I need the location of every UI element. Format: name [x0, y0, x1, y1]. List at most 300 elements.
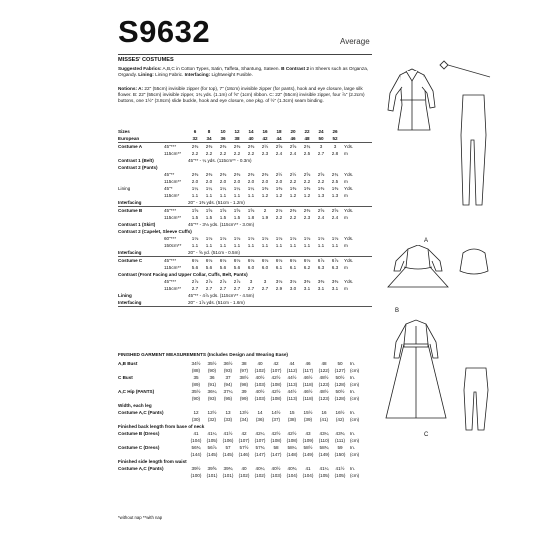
measurement-cell: 59 [337, 445, 343, 450]
yardage-row [118, 257, 372, 265]
yardage-cell: 3 [333, 144, 337, 149]
measurement-row [118, 409, 372, 416]
yardage-width: 115cm* [164, 193, 180, 198]
yardage-width: 115cm** [164, 286, 182, 291]
yardage-label: Contrast 1 (Belt) [118, 158, 154, 163]
measurement-cell: 41½ [335, 466, 345, 471]
yardage-cell: 2⅜ [191, 172, 199, 177]
yardage-cell: 6.0 [261, 265, 269, 270]
measurement-cell: (37) [271, 417, 281, 422]
yardage-cell: 2.0 [247, 179, 255, 184]
measurement-cell: (149) [318, 452, 330, 457]
yardage-cell: 1⅛ [233, 236, 241, 241]
measurement-cell: (123) [318, 396, 330, 401]
measurement-label: C Bust [118, 375, 133, 380]
yardage-cell: 2.2 [247, 151, 255, 156]
yardage-cell: 1¼ [205, 186, 213, 191]
measurement-label [118, 416, 188, 423]
measurement-cell: 44½ [287, 375, 297, 380]
measurement-cell: (102) [254, 473, 266, 478]
measurement-cell: 50½ [335, 389, 345, 394]
notions-label: Notions: A: [118, 86, 144, 91]
measurement-cell: 46½ [303, 375, 313, 380]
yardage-cell: 2.2 [275, 215, 283, 220]
yardage-width: 45"* [164, 186, 173, 191]
yardage-cell: 3 [319, 144, 323, 149]
measurement-cell: (148) [286, 452, 298, 457]
yardage-cell: 6.3 [331, 265, 339, 270]
yardage-width [164, 128, 188, 135]
yardage-cell: 1.1 [275, 243, 283, 248]
yardage-cell: 6.1 [289, 265, 297, 270]
measurement-cell: 15 [289, 410, 295, 415]
yardage-unit: Yds. [344, 258, 354, 263]
yardage-cell: 3.0 [289, 286, 297, 291]
yardage-cell: 6 [193, 129, 197, 134]
yardage-note: 45"** - 4⅞ yds. (115cm** - 4.5m) [188, 293, 255, 298]
yardage-label [118, 178, 164, 185]
yardage-cell: 1¼ [191, 186, 199, 191]
measurement-unit: (cm) [350, 452, 360, 457]
yardage-unit: Yds. [344, 172, 354, 177]
yardage-unit: m [344, 193, 348, 198]
yardage-row [118, 185, 372, 192]
notions-text: 22" (55cm) invisible zipper (for top), 7" (18cm) invisible zipper (for pants), hook and eye closure, large silk flower. B: 22" (55cm) invisible zipper, 1¾ yds. (1.1m) of ⅝" (1cm) ribbon. C: 22" (55cm) invisible zipper, four ⅞" (2.2cm) buttons, one 1½" (3.8cm) slide buckle, hook and eye closure, one pkg. of ½" (1.3cm) seam binding. [118, 86, 365, 103]
measurement-unit: (cm) [350, 368, 360, 373]
yardage-cell: 6.1 [275, 265, 283, 270]
measurement-unit: (cm) [350, 417, 360, 422]
yardage-row [118, 249, 372, 257]
measurement-cell: (118) [302, 382, 314, 387]
measurement-cell: (147) [270, 452, 282, 457]
wand-icon [440, 61, 490, 77]
yardage-cell: 6⅛ [289, 258, 297, 263]
yardage-cell: 1⅝ [205, 208, 213, 213]
measurement-cell: 48½ [319, 389, 329, 394]
yardage-cell: 1⅝ [219, 208, 227, 213]
figure-label-b: B [395, 308, 400, 314]
measurement-cell: 40¾ [287, 466, 297, 471]
interfacing-label: Interfacing: [184, 71, 211, 77]
yardage-label [118, 285, 164, 292]
interfacing-text: Lightweight Fusible. [210, 71, 253, 77]
measurement-cell: 40½ [255, 375, 265, 380]
yardage-cell: 6⅛ [275, 258, 283, 263]
yardage-cell: 2⅜ [247, 172, 255, 177]
measurement-cell: 35 [193, 375, 199, 380]
measurement-cell: (127) [334, 368, 346, 373]
yardage-row [118, 221, 372, 228]
measurement-cell: (123) [318, 382, 330, 387]
yardage-cell: 2.2 [219, 151, 227, 156]
yardage-unit [342, 135, 372, 143]
yardage-cell: 2½ [289, 172, 297, 177]
yardage-note: 20" - ⅝ yd. (51cm - 0.5m) [188, 249, 372, 257]
yardage-unit: m [344, 243, 348, 248]
measurement-cell: 40½ [271, 466, 281, 471]
yardage-cell: 2⅞ [191, 279, 199, 284]
yardage-row [118, 128, 372, 135]
yardage-width: 115cm** [164, 151, 182, 156]
yardage-cell: 3⅜ [303, 279, 311, 284]
fabrics-text: A,B,C in Cotton Types, Satin, Taffeta, Shantung, Sateen. [161, 66, 282, 71]
measurement-label [118, 451, 188, 458]
measurement-cell: (104) [190, 438, 202, 443]
yardage-cell: 1⅛ [247, 236, 255, 241]
yardage-cell: 5.6 [205, 265, 213, 270]
yardage-cell: 1.1 [233, 193, 241, 198]
yardage-cell: 5.6 [233, 265, 241, 270]
yardage-width: 45"** [164, 172, 175, 177]
yardage-cell: 1.1 [233, 243, 241, 248]
yardage-cell: 38 [230, 135, 244, 143]
measurement-cell: 41¼ [319, 466, 329, 471]
measurement-row [118, 465, 372, 472]
yardage-label [118, 264, 164, 271]
measurement-cell: (145) [222, 452, 234, 457]
yardage-cell: 1.1 [289, 243, 297, 248]
yardage-cell: 1.1 [303, 243, 311, 248]
yardage-cell: 1.1 [191, 243, 199, 248]
measurement-cell: (95) [223, 396, 233, 401]
measurement-cell: 46 [305, 361, 311, 366]
measurement-row [118, 437, 372, 444]
yardage-label: Lining [118, 293, 132, 298]
yardage-cell: 24 [318, 129, 324, 134]
yardage-cell: 1.9 [261, 215, 269, 220]
figure-label-c: C [424, 432, 429, 438]
yardage-label: Costume B [118, 208, 143, 213]
measurement-row [118, 381, 372, 388]
yardage-unit: Yds. [344, 279, 354, 284]
measurement-cell: 56¾ [191, 445, 201, 450]
yardage-cell: 8 [207, 129, 211, 134]
yardage-cell: 1.5 [219, 215, 227, 220]
yardage-unit: Yds. [344, 186, 354, 191]
yardage-cell: 2⅝ [303, 172, 311, 177]
measurement-row [118, 416, 372, 423]
yardage-cell: 2⅜ [233, 144, 241, 149]
yardage-cell: 6.2 [303, 265, 311, 270]
measurement-cell: 41¼ [207, 431, 217, 436]
yardage-label [118, 171, 164, 178]
yardage-cell: 1⅝ [247, 208, 255, 213]
yardage-cell: 1.1 [205, 243, 213, 248]
measurement-label: Costume A,C (Pants) [118, 410, 164, 415]
yardage-cell: 6⅛ [191, 258, 199, 263]
yardage-cell: 1⅜ [261, 186, 269, 191]
measurement-cell: (108) [270, 382, 282, 387]
measurement-label: Costume C (Dress) [118, 445, 160, 450]
yardage-cell: 1¼ [219, 186, 227, 191]
yardage-cell: 3⅛ [289, 279, 297, 284]
yardage-unit [342, 128, 372, 135]
yardage-cell: 2 [263, 208, 267, 213]
measurement-unit: (cm) [350, 396, 360, 401]
yardage-unit: Yds. [344, 144, 354, 149]
yardage-label: Costume C [118, 258, 143, 263]
measurement-cell: (103) [254, 396, 266, 401]
yardage-cell: 1⅝ [191, 208, 199, 213]
lining-label: Lining: [138, 71, 154, 77]
measurement-cell: 14½ [271, 410, 281, 415]
yardage-cell: 2.0 [205, 179, 213, 184]
yardage-cell: 2⅜ [205, 144, 213, 149]
measurement-unit: In. [350, 389, 356, 394]
yardage-width: 45"*** [164, 144, 177, 149]
measurement-cell: (41) [319, 417, 329, 422]
yardage-width [164, 135, 188, 143]
yardage-cell: 6⅛ [247, 258, 255, 263]
measurement-cell: (30) [191, 417, 201, 422]
measurement-cell: (118) [302, 396, 314, 401]
measurement-cell: 46½ [303, 389, 313, 394]
yardage-cell: 2.4 [331, 215, 339, 220]
measurement-cell: (34) [239, 417, 249, 422]
yardage-cell: 1.5 [191, 215, 199, 220]
measurement-cell: 35½ [191, 389, 201, 394]
yardage-unit: m [344, 265, 348, 270]
yardage-row [118, 178, 372, 185]
yardage-label: Contrast (Front Facing and Upper Collar, Cuffs, Belt, Pants) [118, 272, 248, 277]
measurement-cell: 48½ [319, 375, 329, 380]
yardage-cell: 1.8 [247, 215, 255, 220]
measurement-cell: (109) [302, 438, 314, 443]
yardage-cell: 22 [304, 129, 310, 134]
measurement-cell: 48 [321, 361, 327, 366]
measurement-label: A,B Bust [118, 361, 138, 366]
yardage-label: Interfacing [118, 199, 188, 207]
measurement-cell: (90) [191, 396, 201, 401]
yardage-cell: 3 [263, 279, 267, 284]
yardage-cell: 1.1 [247, 193, 255, 198]
measurement-section: Width, each leg [118, 403, 152, 408]
yardage-row [118, 299, 372, 307]
yardage-cell: 2.7 [317, 151, 325, 156]
yardage-cell: 1.1 [247, 243, 255, 248]
yardage-unit: Yds. [344, 208, 354, 213]
measurement-cell: 12 [193, 410, 199, 415]
measurement-cell: 37 [225, 375, 231, 380]
yardage-label: Contrast 1 (Skirt) [118, 222, 156, 227]
yardage-cell: 1.3 [317, 193, 325, 198]
measurement-unit: (cm) [350, 473, 360, 478]
yardage-table [118, 128, 372, 307]
yardage-row [118, 207, 372, 215]
yardage-unit: m [344, 286, 348, 291]
yardage-cell: 18 [276, 129, 282, 134]
yardage-cell: 2½ [275, 172, 283, 177]
costume-b-capelet [460, 249, 488, 274]
yardage-row [118, 135, 372, 143]
yardage-cell: 2.2 [303, 179, 311, 184]
yardage-cell: 6⅞ [317, 258, 325, 263]
yardage-cell: 2⅞ [233, 279, 241, 284]
yardage-cell: 1⅜ [303, 186, 311, 191]
yardage-cell: 1.5 [233, 215, 241, 220]
yardage-cell: 6⅛ [219, 258, 227, 263]
yardage-cell: 2.2 [289, 215, 297, 220]
measurement-cell: 40½ [255, 389, 265, 394]
measurement-cell: (103) [270, 473, 282, 478]
yardage-cell: 42 [258, 135, 272, 143]
yardage-cell: 6⅛ [261, 258, 269, 263]
measurement-cell: (101) [206, 473, 218, 478]
yardage-cell: 36 [216, 135, 230, 143]
measurements-table [118, 360, 372, 479]
measurement-cell: (128) [334, 396, 346, 401]
measurement-cell: 41 [193, 431, 199, 436]
measurement-cell: 36½ [223, 361, 233, 366]
measurement-cell: 41 [305, 466, 311, 471]
header-divider [118, 54, 372, 55]
measurement-cell: 41½ [223, 431, 233, 436]
yardage-cell: 44 [272, 135, 286, 143]
measurement-cell: (102) [254, 368, 266, 373]
measurement-cell: 56⅞ [207, 445, 217, 450]
measurement-cell: 34½ [191, 361, 201, 366]
measurement-cell: 44 [289, 361, 295, 366]
measurement-cell: 42 [273, 361, 279, 366]
yardage-cell: 1¼ [233, 186, 241, 191]
yardage-cell: 1⅛ [331, 236, 339, 241]
yardage-cell: 1.1 [261, 243, 269, 248]
yardage-unit: m [344, 151, 348, 156]
yardage-label: Contrast 2 (Capelet, Sleeve Cuffs) [118, 229, 192, 234]
yardage-cell: 3.1 [317, 286, 325, 291]
yardage-cell: 2.0 [191, 179, 199, 184]
costume-a-pants [461, 95, 486, 205]
measurement-cell: 38 [241, 361, 247, 366]
measurement-cell: (90) [207, 368, 217, 373]
measurement-cell: (33) [223, 417, 233, 422]
yardage-cell: 2.0 [261, 179, 269, 184]
yardage-cell: 2.4 [275, 151, 283, 156]
measurement-cell: (32) [207, 417, 217, 422]
yardage-cell: 2⅜ [219, 172, 227, 177]
yardage-cell: 1.5 [205, 215, 213, 220]
yardage-cell: 1.2 [275, 193, 283, 198]
measurement-cell: (100) [190, 473, 202, 478]
costume-b-illustration [378, 245, 498, 315]
measurement-cell: (107) [238, 438, 250, 443]
yardage-cell: 2.9 [275, 286, 283, 291]
yardage-width: 45"*** [164, 279, 177, 284]
measurement-cell: 13 [225, 410, 231, 415]
yardage-cell: 1⅛ [317, 236, 325, 241]
measurement-row [118, 423, 372, 430]
yardage-cell: 2.0 [219, 179, 227, 184]
yardage-row [118, 199, 372, 207]
yardage-label: European [118, 135, 164, 143]
measurement-unit: In. [350, 431, 356, 436]
yardage-cell: 5.6 [191, 265, 199, 270]
yardage-cell: 1.2 [289, 193, 297, 198]
measurement-cell: 40 [257, 361, 263, 366]
yardage-cell: 2⅞ [205, 279, 213, 284]
measurement-cell: 57½ [239, 445, 249, 450]
measurement-cell: 58¾ [319, 445, 329, 450]
yardage-cell: 6.0 [247, 265, 255, 270]
yardage-cell: 2.8 [331, 151, 339, 156]
yardage-cell: 6⅛ [303, 258, 311, 263]
yardage-row [118, 143, 372, 151]
measurement-cell: (97) [239, 368, 249, 373]
yardage-label [118, 192, 164, 199]
measurement-cell: 50 [337, 361, 343, 366]
measurement-cell: 39 [241, 389, 247, 394]
measurement-cell: 42½ [271, 375, 281, 380]
measurement-cell: (99) [239, 396, 249, 401]
yardage-label: Interfacing [118, 249, 188, 257]
yardage-cell: 1⅛ [289, 236, 297, 241]
yardage-width: 115cm** [164, 179, 182, 184]
measurement-cell: (94) [223, 382, 233, 387]
yardage-row [118, 271, 372, 278]
yardage-cell: 1⅜ [275, 186, 283, 191]
yardage-cell: 2.7 [261, 286, 269, 291]
measurement-cell: (105) [206, 438, 218, 443]
measurement-cell: (128) [334, 382, 346, 387]
difficulty-level: Average [340, 37, 370, 46]
yardage-cell: 1⅛ [205, 236, 213, 241]
yardage-cell: 2¾ [303, 144, 311, 149]
yardage-cell: 1.1 [219, 193, 227, 198]
yardage-row [118, 264, 372, 271]
measurement-label [118, 367, 188, 374]
yardage-cell: 32 [188, 135, 202, 143]
yardage-cell: 6⅛ [205, 258, 213, 263]
measurement-cell: (101) [222, 473, 234, 478]
yardage-cell: 2⅜ [261, 172, 269, 177]
yardage-cell: 2⅜ [303, 208, 311, 213]
measurement-section: Finished side length from waist [118, 459, 187, 464]
yardage-cell: 2⅛ [275, 208, 283, 213]
yardage-cell: 2⅜ [205, 172, 213, 177]
yardage-row [118, 164, 372, 171]
yardage-cell: 2⅞ [219, 279, 227, 284]
yardage-cell: 2.4 [289, 151, 297, 156]
measurement-cell: 13½ [239, 410, 249, 415]
yardage-cell: 2¾ [331, 172, 339, 177]
yardage-cell: 1.2 [261, 193, 269, 198]
yardage-label: Contrast 2 (Pants) [118, 165, 158, 170]
yardage-cell: 1⅛ [275, 236, 283, 241]
contrast2-text: in Sheers such as Organza, Organdy. [118, 66, 369, 77]
yardage-cell: 2.2 [191, 151, 199, 156]
yardage-cell: 2⅝ [317, 208, 325, 213]
yardage-cell: 2.2 [289, 179, 297, 184]
measurement-row [118, 374, 372, 381]
measurement-cell: 16 [321, 410, 327, 415]
measurement-cell: (108) [270, 396, 282, 401]
yardage-cell: 2.5 [303, 151, 311, 156]
yardage-label [118, 150, 164, 157]
yardage-cell: 3 [249, 279, 253, 284]
yardage-cell: 3⅛ [275, 279, 283, 284]
pattern-number: S9632 [118, 14, 211, 49]
pattern-subtitle: MISSES' COSTUMES [118, 57, 174, 63]
yardage-cell: 2.7 [219, 286, 227, 291]
yardage-cell: 2⅝ [289, 144, 297, 149]
measurement-cell: (122) [318, 368, 330, 373]
measurement-cell: (108) [270, 438, 282, 443]
yardage-row [118, 285, 372, 292]
yardage-cell: 1.1 [219, 243, 227, 248]
measurement-cell: (88) [191, 368, 201, 373]
measurement-cell: (150) [334, 452, 346, 457]
yardage-row [118, 214, 372, 221]
